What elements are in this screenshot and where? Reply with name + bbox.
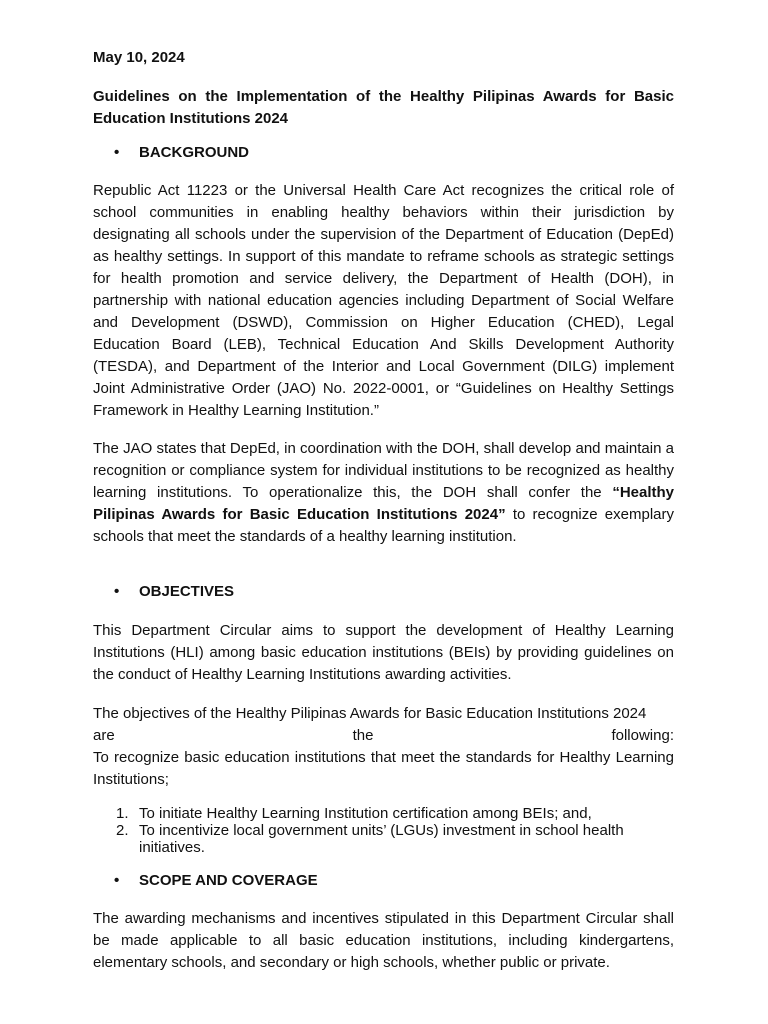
list-item [116, 822, 676, 856]
award-name: “Healthy Pilipinas Awards for Basic Education Institutions 2024” [93, 484, 674, 523]
paragraph-line: The objectives of the Healthy Pilipinas Awards for Basic Education Institutions 2024 [93, 705, 647, 722]
heading-text: BACKGROUND [139, 144, 249, 161]
document-date: May 10, 2024 [93, 49, 185, 66]
paragraph-text: To recognize basic education institutions that meet the standards for Healthy Learning Institutions; [93, 749, 674, 788]
word: are [93, 727, 115, 744]
paragraph-text: The JAO states that DepEd, in coordination with the DOH, shall develop and maintain a recognition or compliance system for individual institutions to be recognized as healthy learning institutions. To operationalize this, the DOH shall confer the [93, 440, 674, 501]
bullet-icon: • [114, 872, 120, 889]
paragraph-line-spread [93, 725, 674, 747]
objectives-paragraph-1: This Department Circular aims to support the development of Healthy Learning Institutions (HLI) among basic education institutions (BEIs) by providing guidelines on the conduct of Healthy Learning Institutions awarding activities. [93, 622, 674, 683]
list-text: To initiate Healthy Learning Institution certification among BEIs; and, [139, 805, 592, 822]
objectives-paragraph-2 [93, 703, 674, 791]
bullet-icon: • [114, 583, 120, 600]
background-paragraph-2 [93, 438, 674, 548]
paragraph-text: to recognize exemplary schools that meet the standards of a healthy learning institution. [93, 506, 674, 545]
list-number: 1. [116, 805, 129, 822]
scope-paragraph-1: The awarding mechanisms and incentives stipulated in this Department Circular shall be made applicable to all basic education institutions, including kindergartens, elementary schools, and secondary or high schools, whether public or private. [93, 910, 674, 971]
bullet-icon: • [114, 144, 120, 161]
word: the [352, 727, 374, 744]
list-text: To incentivize local government units’ (LGUs) investment in school health initiatives. [139, 822, 624, 856]
heading-text: OBJECTIVES [139, 583, 235, 600]
background-paragraph-1: Republic Act 11223 or the Universal Health Care Act recognizes the critical role of school communities in enabling healthy behaviors within their jurisdiction by designating all schools under the supervision of the Department of Education (DepEd) as healthy settings. In support of this mandate to reframe schools as strategic settings for health promotion and service delivery, the Department of Health (DOH), in partnership with national education agencies including Department of Social Welfare and Development (DSWD), Commission on Higher Education (CHED), Legal Education Board (LEB), Technical Education And Skills Development Authority (TESDA), and Department of the Interior and Local Government (DILG) implement Joint Administrative Order (JAO) No. 2022-0001, or “Guidelines on Healthy Settings Framework in Healthy Learning Institution.” [93, 182, 674, 419]
word: following: [611, 727, 674, 744]
list-number: 2. [116, 822, 129, 839]
document-title: Guidelines on the Implementation of the Healthy Pilipinas Awards for Basic Education Institutions 2024 [93, 88, 674, 127]
list-item [116, 805, 676, 822]
heading-text: SCOPE AND COVERAGE [139, 872, 318, 889]
